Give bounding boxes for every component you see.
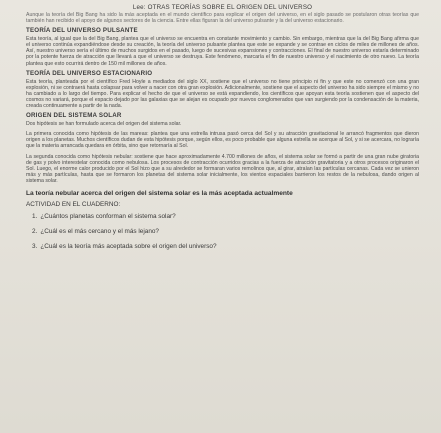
paragraph-universo-estacionario: Esta teoría, planteada por el científico Fred Hoyle a mediados del siglo XX, sostiene que el universo no tiene principio ni fin y que este no comenzó con una gran explosión, ni se contraerá hasta colapsar para volver a nacer con otra gran explosión. Adicionalmente, sostiene que el aspecto del universo ha sido siempre el mismo y no ha cambiado a lo largo del tiempo. Para explicar el hecho de que el universo se está expandiendo, los científicos que apoyan esta teoría sostienen que el aspecto del cosmos no variará, porque el espacio dejado por las galaxias que se alejan es ocupado por nuevos conglomerados que van surgiendo por la condensación de la materia, creada continuamente a partir de la nada. <box>26 78 419 110</box>
heading-universo-pulsante: TEORÍA DEL UNIVERSO PULSANTE <box>26 27 138 35</box>
activity-label: ACTIVIDAD EN EL CUADERNO: <box>26 200 121 208</box>
heading-universo-estacionario: TEORÍA DEL UNIVERSO ESTACIONARIO <box>26 69 153 77</box>
question-number: 1. <box>32 212 38 220</box>
question-text: ¿Cuántos planetas conforman el sistema solar? <box>40 212 176 220</box>
question-text: ¿Cuál es la teoría más aceptada sobre el origen del universo? <box>40 242 217 250</box>
question-item <box>32 228 419 235</box>
paragraph-hipotesis-mareas: La primera conocida como hipótesis de las mareas: plantea que una estrella intrusa pasó cerca del Sol y su atracción gravitacional le arrancó fragmentos que dieron origen a los planetas. Muchos científicos dudan de esta hipótesis porque, según ellos, es poco probable que alguna estrella se acerque al Sol, y si se acercara, no lograría que la materia arrancada quedara en órbita, sino que retornaría al Sol. <box>26 131 419 150</box>
question-number: 3. <box>32 242 38 250</box>
intro-paragraph: Aunque la teoría del Big Bang ha sido la más aceptada en el mundo científico para explicar el origen del universo, en el siglo pasado se postularon otras teorías que también han recibido el apoyo de algunos sectores de la ciencia. Entre ellas figuran la del universo pulsante y la del universo estacionario. <box>26 12 419 25</box>
conclusion-heading: La teoría nebular acerca del origen del sistema solar es la más aceptada actualmente <box>26 189 293 197</box>
paragraph-hipotesis-nebular: La segunda conocida como hipótesis nebular: sostiene que hace aproximadamente 4.700 millones de años, el sistema solar se formó a partir de una gran nube giratoria de gas y polvo interestelar conocida como nebulosa. Los procesos de contracción ocurridos gracias a la fuerza de atracción gravitatoria y a otros procesos originaron el Sol. Luego, el enorme calor producido por el Sol hizo que a su alrededor se formaran varios remolinos que, al girar, atraían las partículas cercanas. Cada vez se unieron más y más partículas, hasta que se formaron los planetas del sistema solar inicialmente, los vientos espaciales barrieron los restos de la nebulosa, dando origen al sistema solar. <box>26 153 419 184</box>
question-item <box>32 243 419 250</box>
heading-origen-sistema-solar: ORIGEN DEL SISTEMA SOLAR <box>26 112 122 120</box>
question-item <box>32 213 419 220</box>
paragraph-universo-pulsante: Esta teoría, al igual que la del Big Bang, plantea que el universo se encuentra en constante movimiento y cambio. Sin embargo, mientras que la del Big Bang afirma que el universo continúa expandiéndose desde su creación, la teoría del universo pulsante plantea que este se expande y se contrae en ciclos de miles de millones de años. Así, nuestro universo sería el último de muchos surgidos en el pasado, luego de sucesivas expansiones y contracciones. El final de nuestro universo estaría determinado por la potente fuerza de atracción que llevará a que el universo se destruya. Este fenómeno, marcaría el fin de nuestro universo y el nacimiento de otro nuevo. La teoría plantea que esto ocurrirá dentro de 150 mil millones de años. <box>26 36 419 67</box>
question-number: 2. <box>32 227 38 235</box>
page-title: Lee: OTRAS TEORÍAS SOBRE EL ORIGEN DEL UNIVERSO <box>132 4 313 11</box>
question-text: ¿Cuál es el más cercano y el más lejano? <box>40 227 159 235</box>
paragraph-origen-intro: Dos hipótesis se han formulado acerca del origen del sistema solar. <box>26 121 182 128</box>
